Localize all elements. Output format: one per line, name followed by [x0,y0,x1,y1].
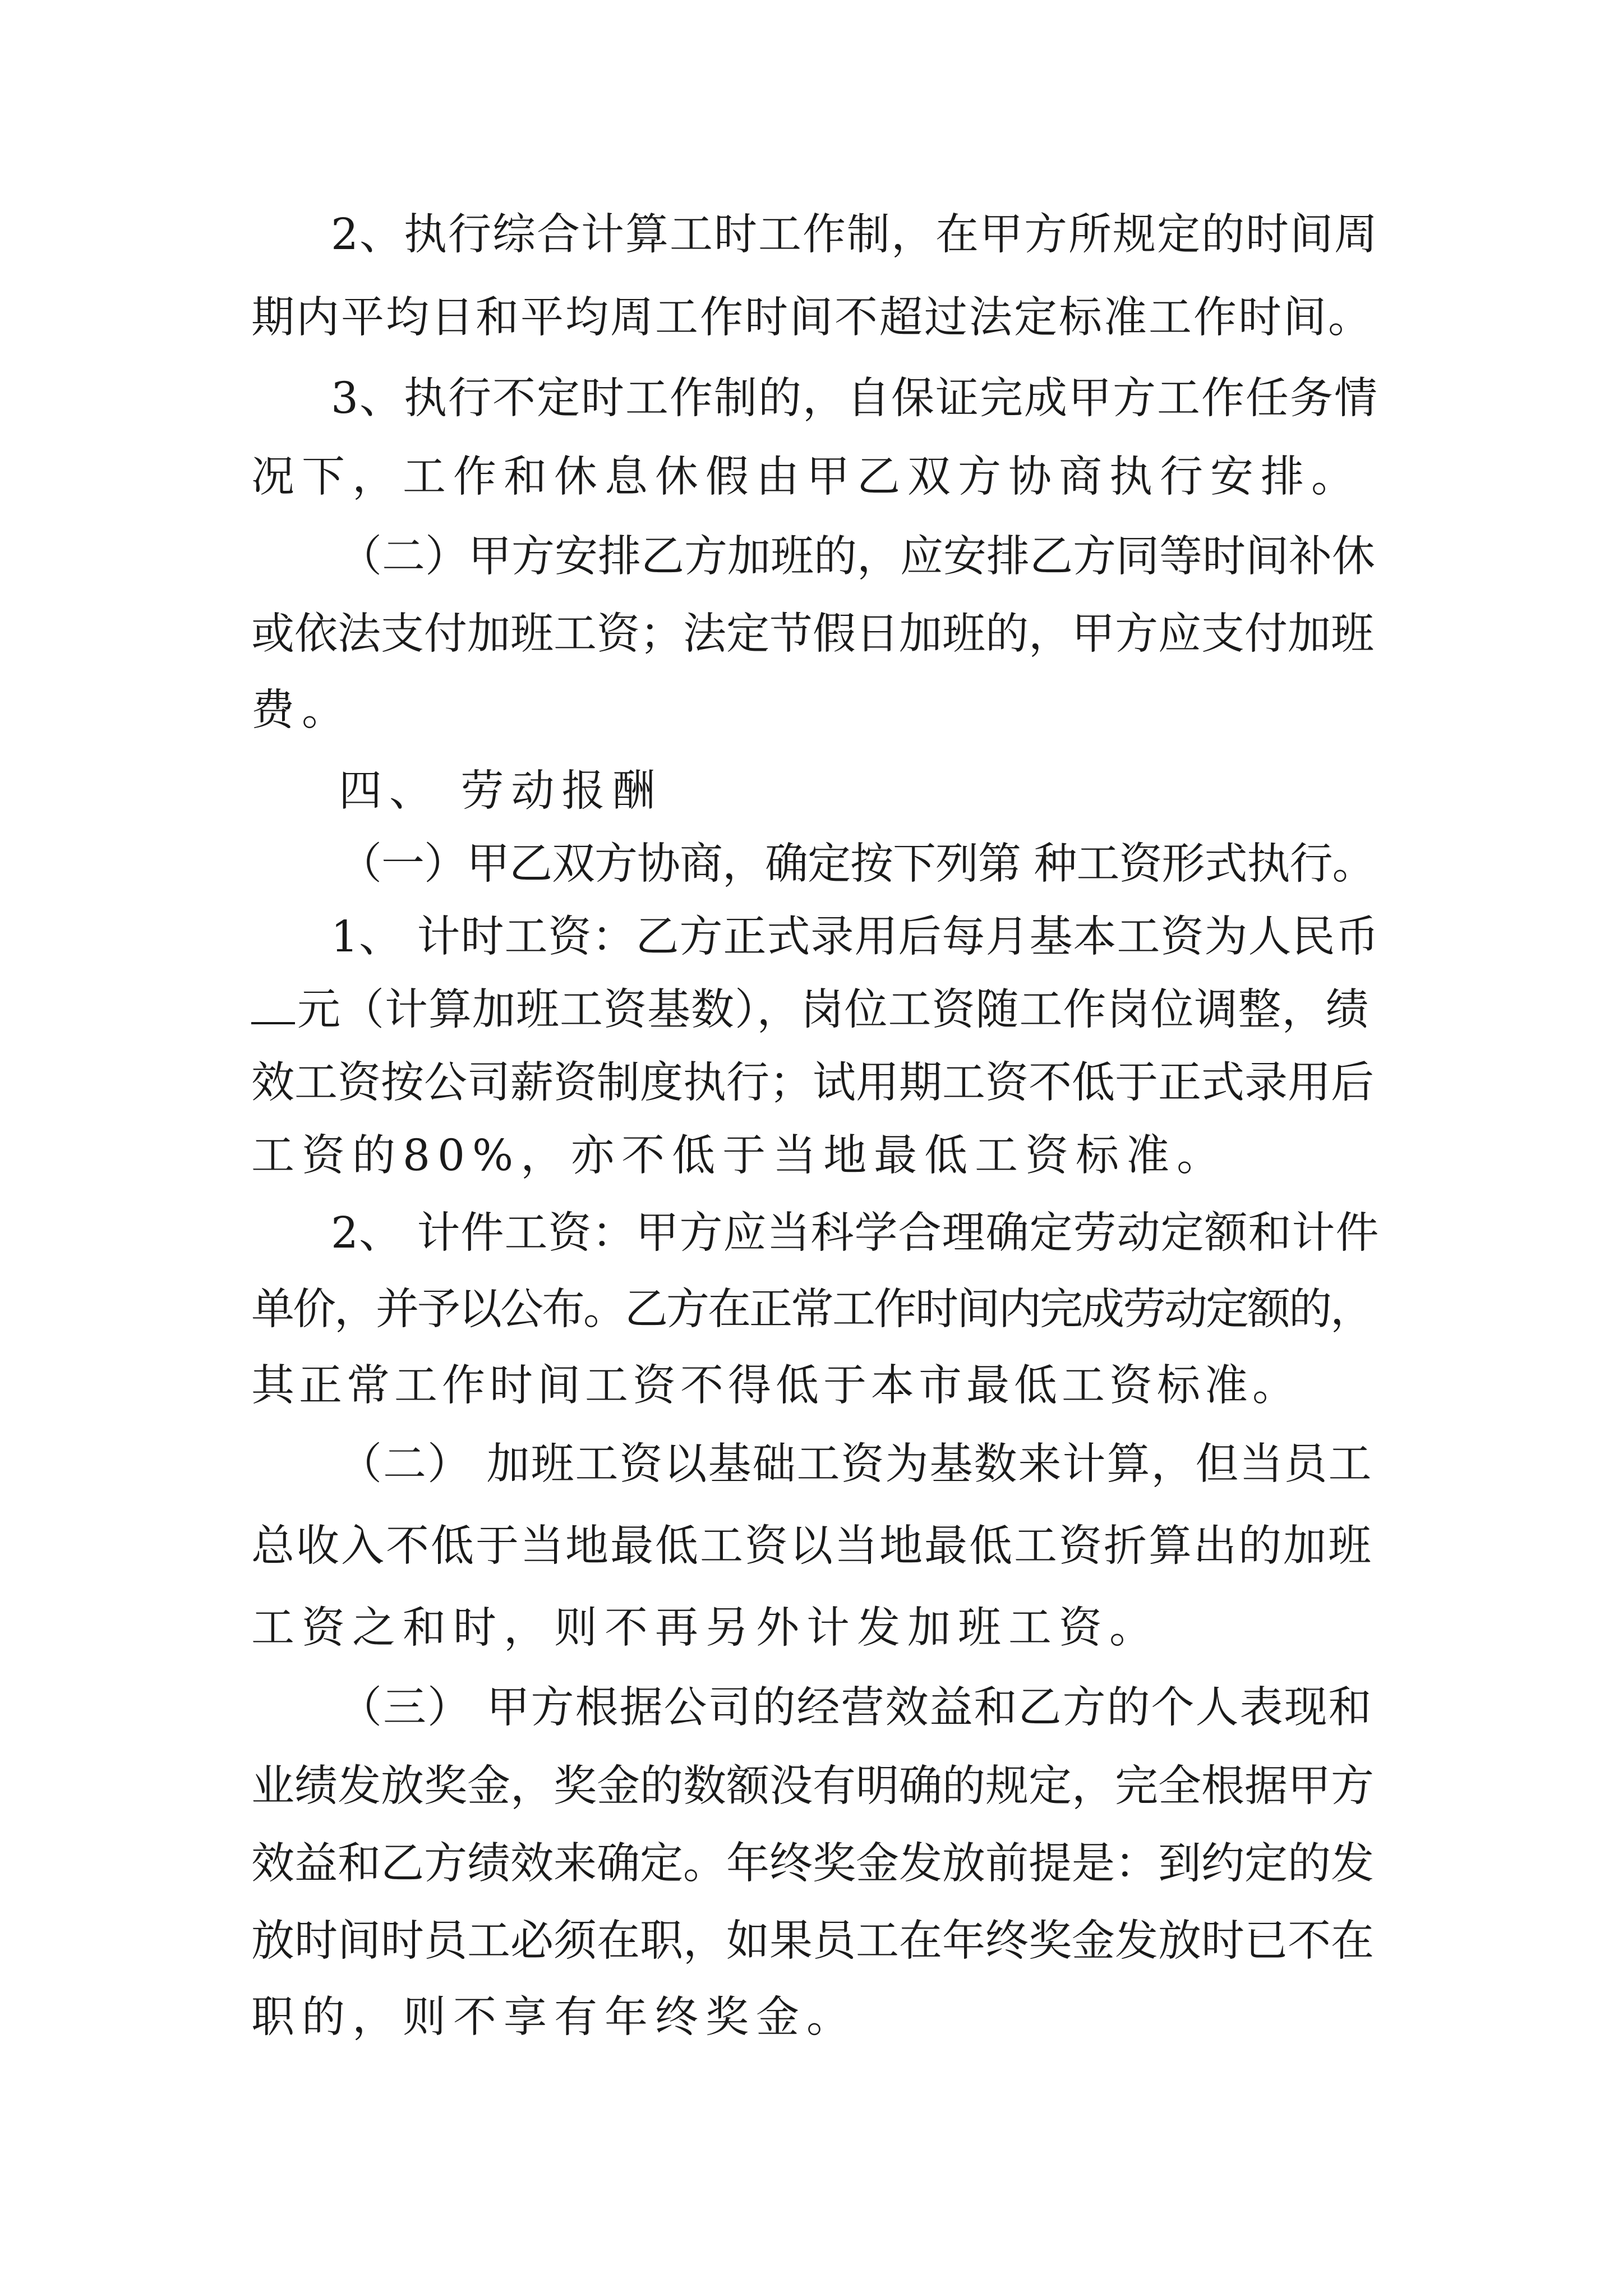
section-heading-4: 四、 劳动报酬 [339,766,663,816]
text-line-21: 业绩发放奖金，奖金的数额没有明确的规定，完全根据甲方 [251,1761,1374,1811]
text-line-4: 况下，工作和休息休假由甲乙双方协商执行安排。 [251,452,1362,502]
text-line-13: 工资的80%，亦不低于当地最低工资标准。 [251,1131,1228,1181]
text-line-14: 2、 计件工资：甲方应当科学合理确定劳动定额和计件 [331,1208,1380,1258]
text-line-12: 效工资按公司薪资制度执行；试用期工资不低于正式录用后 [251,1058,1374,1108]
text-line-16: 其正常工作时间工资不得低于本市最低工资标准。 [251,1361,1300,1411]
text-line-18: 总收入不低于当地最低工资以当地最低工资折算出的加班 [251,1521,1373,1571]
amount-blank [251,981,295,1024]
text-line-23: 放时间时员工必须在职，如果员工在年终奖金发放时已不在 [251,1916,1374,1966]
text-line-7: 费。 [251,685,352,735]
text-line-19: 工资之和时，则不再另外计发加班工资。 [251,1603,1160,1653]
text-line-6: 或依法支付加班工资；法定节假日加班的，甲方应支付加班 [251,609,1374,659]
text-line-15: 单价，并予以公布。乙方在正常工作时间内完成劳动定额的， [251,1285,1372,1335]
text-line-17: （二） 加班工资以基础工资为基数来计算，但当员工 [339,1439,1373,1489]
text-line-9: （一）甲乙双方协商，确定按下列第 种工资形式执行。 [339,839,1375,889]
text-line-2: 期内平均日和平均周工作时间不超过法定标准工作时间。 [251,293,1373,343]
text-line-22: 效益和乙方绩效来确定。年终奖金发放前提是：到约定的发 [251,1839,1374,1889]
text-line-5: （二）甲方安排乙方加班的，应安排乙方同等时间补休 [339,532,1375,582]
text-line-11-content: 元（计算加班工资基数），岗位工资随工作岗位调整，绩 [297,985,1370,1035]
text-line-20: （三） 甲方根据公司的经营效益和乙方的个人表现和 [339,1683,1373,1733]
text-line-1: 2、执行综合计算工时工作制，在甲方所规定的时间周 [331,210,1378,260]
text-line-10: 1、 计时工资：乙方正式录用后每月基本工资为人民币 [331,912,1380,962]
text-line-24: 职的，则不享有年终奖金。 [251,1993,857,2042]
text-line-3: 3、执行不定时工作制的，自保证完成甲方工作任务情 [331,374,1378,424]
text-line-11 [251,979,1370,1041]
